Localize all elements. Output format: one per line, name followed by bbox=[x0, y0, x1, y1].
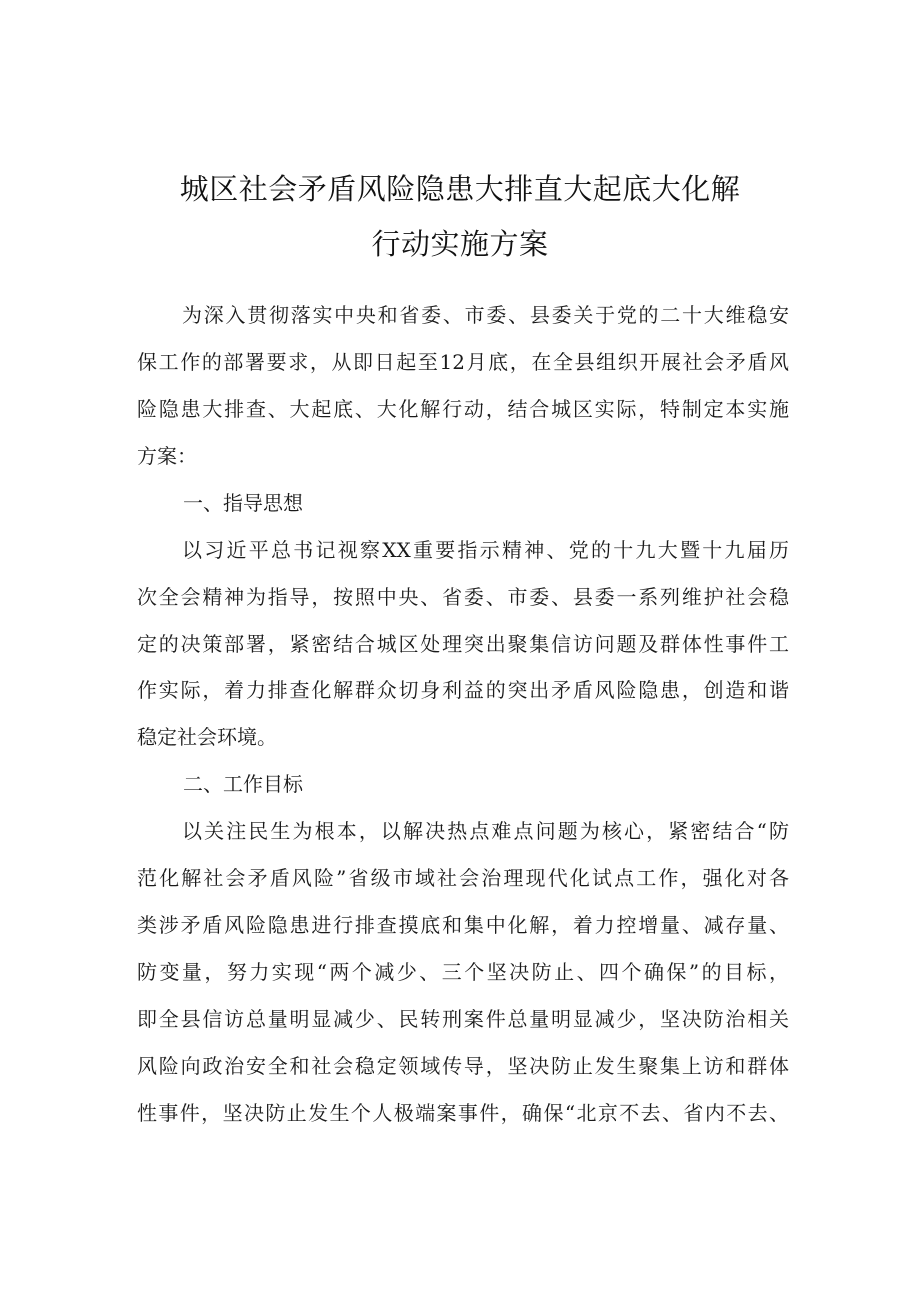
section2-line-3: 类涉矛盾风险隐患进行排查摸底和集中化解，着力控增量、减存量、 bbox=[137, 913, 789, 937]
intro-line-2: 保工作的部署要求，从即日起至12月底，在全县组织开展社会矛盾风 bbox=[137, 350, 789, 374]
document-title-line-2: 行动实施方案 bbox=[371, 227, 549, 261]
section2-line-4: 防变量，努力实现“两个减少、三个坚决防止、四个确保”的目标， bbox=[137, 960, 789, 984]
section-heading-guiding-thought: 一、指导思想 bbox=[183, 491, 303, 515]
section-heading-work-goals: 二、工作目标 bbox=[183, 772, 303, 796]
intro-line-1: 为深入贯彻落实中央和省委、市委、县委关于党的二十大维稳安 bbox=[182, 303, 789, 327]
document-title-line-1: 城区社会矛盾风险隐患大排直大起底大化解 bbox=[179, 172, 741, 206]
section2-line-2: 范化解社会矛盾风险”省级市域社会治理现代化试点工作，强化对各 bbox=[137, 866, 789, 890]
section1-line-5: 稳定社会环境。 bbox=[137, 725, 277, 749]
section1-line-3: 定的决策部署，紧密结合城区处理突出聚集信访问题及群体性事件工 bbox=[137, 632, 789, 656]
section1-line-4: 作实际，着力排查化解群众切身利益的突出矛盾风险隐患，创造和谐 bbox=[137, 678, 789, 702]
section1-line-2: 次全会精神为指导，按照中央、省委、市委、县委一系列维护社会稳 bbox=[137, 585, 789, 609]
intro-line-4: 方案： bbox=[137, 444, 197, 468]
section2-line-6: 风险向政治安全和社会稳定领域传导，坚决防止发生聚集上访和群体 bbox=[137, 1054, 789, 1078]
section2-line-1: 以关注民生为根本，以解决热点难点问题为核心，紧密结合“防 bbox=[182, 819, 789, 843]
section2-line-5: 即全县信访总量明显减少、民转刑案件总量明显减少，坚决防治相关 bbox=[137, 1007, 789, 1031]
section2-line-7: 性事件，坚决防止发生个人极端案事件，确保“北京不去、省内不去、 bbox=[137, 1101, 789, 1125]
intro-line-3: 险隐患大排查、大起底、大化解行动，结合城区实际，特制定本实施 bbox=[137, 397, 789, 421]
section1-line-1: 以习近平总书记视察XX重要指示精神、党的十九大暨十九届历 bbox=[182, 538, 789, 562]
